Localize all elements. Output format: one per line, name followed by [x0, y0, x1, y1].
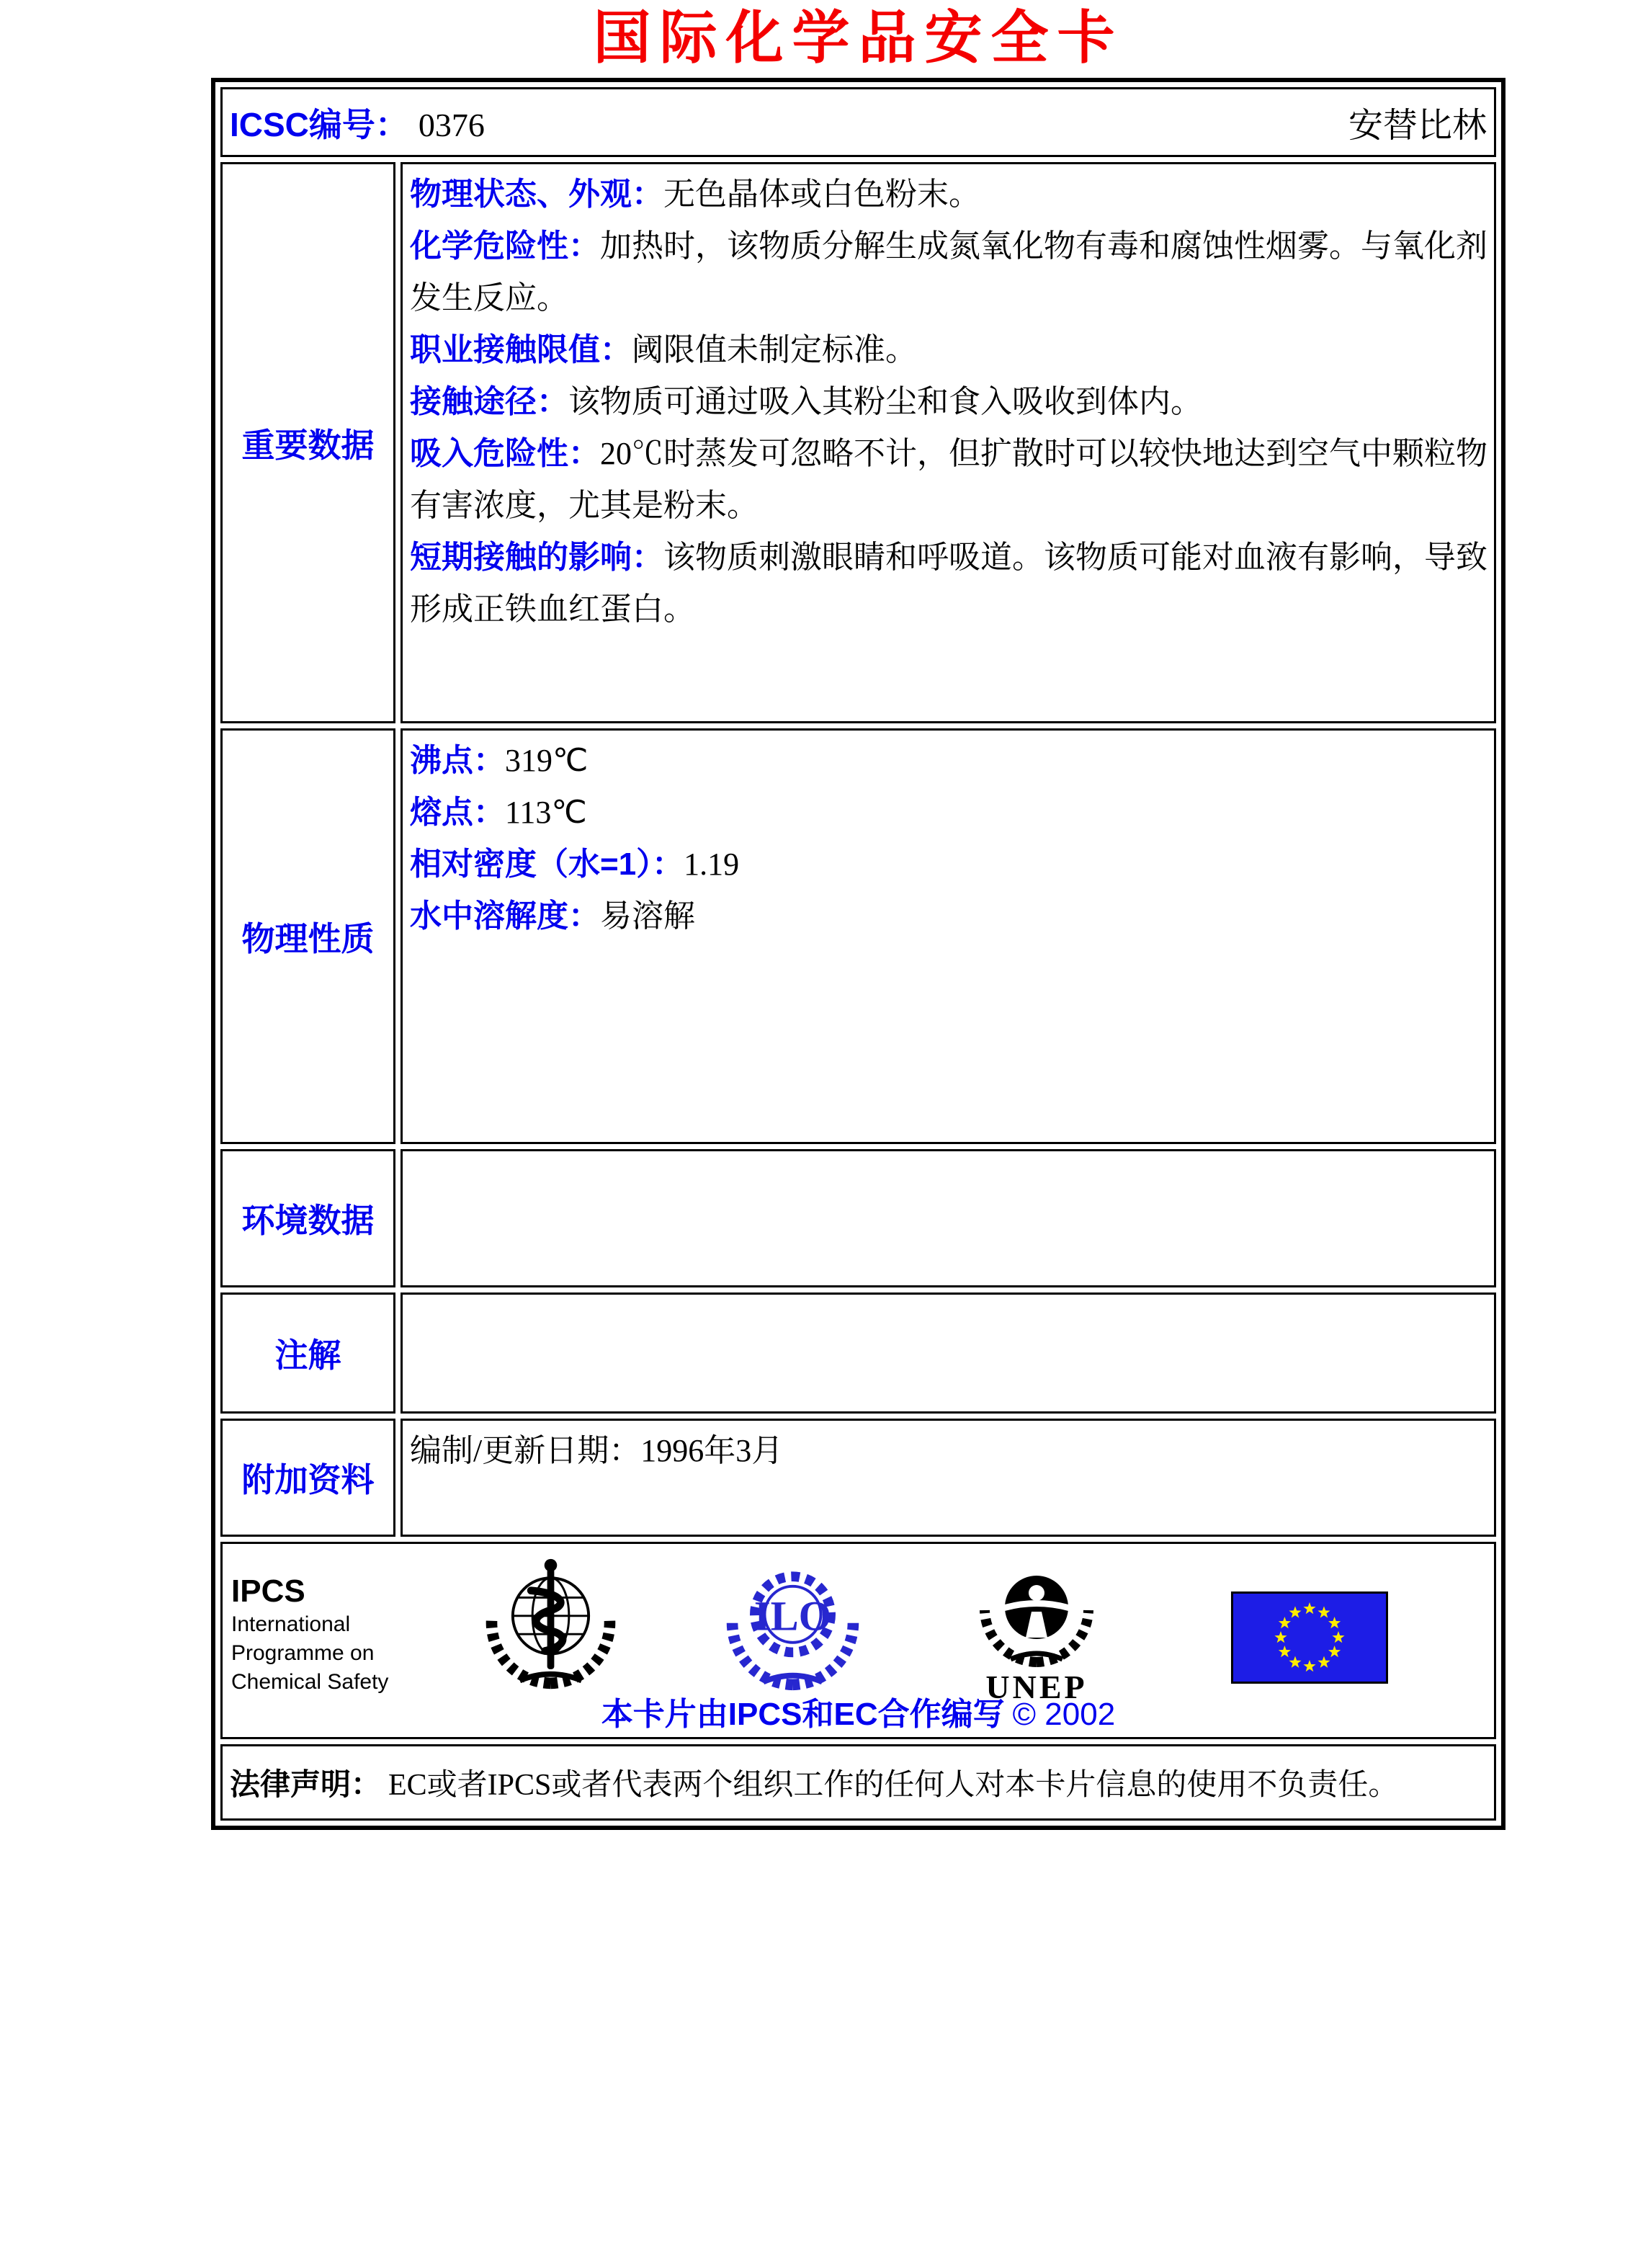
ipcs-line-2: Programme on — [231, 1641, 375, 1665]
entry-text: 该物质可通过吸入其粉尘和食入吸收到体内。 — [568, 384, 1202, 419]
copyright-text: 本卡片由IPCS和EC合作编写 — [601, 1697, 1005, 1732]
who-logo-icon — [480, 1554, 621, 1695]
copyright-line — [223, 1688, 1494, 1734]
additional-information-label: 附加资料 — [241, 1461, 375, 1499]
unep-logo-icon — [965, 1553, 1109, 1671]
entry-label: 职业接触限值： — [410, 332, 632, 367]
icsc-number-value: 0376 — [418, 106, 485, 143]
environmental-data-label: 环境数据 — [241, 1202, 375, 1239]
entry-label: 编制/更新日期： — [410, 1433, 641, 1468]
ilo-logo-text: ILO — [753, 1592, 832, 1640]
entry-label: 水中溶解度： — [410, 898, 600, 934]
section-label-physical-properties — [220, 728, 395, 1144]
section-content-environmental-data — [401, 1149, 1496, 1287]
entry-occupational-limit — [410, 324, 1490, 376]
section-content-physical-properties — [401, 728, 1496, 1144]
entry-text: 319℃ — [505, 743, 589, 778]
entry-text: 1.19 — [684, 847, 740, 882]
entry-label: 相对密度（水=1）： — [410, 847, 684, 882]
entry-label: 吸入危险性： — [410, 436, 600, 471]
entry-text: 无色晶体或白色粉末。 — [663, 177, 980, 212]
entry-update-date — [410, 1425, 1490, 1477]
section-content-important-data — [401, 162, 1496, 723]
entry-chemical-danger — [410, 220, 1490, 324]
unep-logo-text: UNEP — [985, 1669, 1088, 1705]
entry-label: 物理状态、外观： — [410, 177, 663, 212]
icsc-number-group — [230, 99, 485, 146]
entry-short-term-effects — [410, 532, 1490, 635]
entry-relative-density — [410, 839, 1490, 890]
entry-label: 沸点： — [410, 743, 505, 778]
ilo-logo-icon — [722, 1550, 863, 1697]
entry-label: 接触途径： — [410, 384, 568, 419]
entry-label: 熔点： — [410, 795, 505, 830]
copyright-year: © 2002 — [1012, 1697, 1116, 1732]
entry-text: 1996年3月 — [640, 1433, 784, 1468]
notes-label: 注解 — [274, 1336, 341, 1374]
entry-text: 易溶解 — [600, 898, 695, 934]
entry-text: 113℃ — [505, 795, 587, 830]
entry-exposure-route — [410, 376, 1490, 428]
section-label-notes — [220, 1293, 395, 1414]
unep-logo-block — [963, 1553, 1110, 1705]
entry-melting-point — [410, 787, 1490, 839]
chemical-name: 安替比林 — [1348, 107, 1487, 145]
section-label-important-data — [220, 162, 395, 723]
entry-label: 化学危险性： — [410, 228, 600, 264]
header-row — [220, 87, 1496, 157]
section-content-notes — [401, 1293, 1496, 1414]
entry-text: 该物质刺激眼睛和呼吸道。该物质可能对血液有影响，导致形成正铁血红蛋白。 — [410, 540, 1487, 627]
section-label-environmental-data — [220, 1149, 395, 1287]
entry-label: 短期接触的影响： — [410, 540, 663, 575]
eu-flag-icon — [1231, 1591, 1388, 1684]
entry-text: 阈限值未制定标准。 — [632, 332, 917, 367]
ipcs-line-1: International — [231, 1612, 351, 1636]
entry-boiling-point — [410, 735, 1490, 787]
page-title: 国际化学品安全卡 — [593, 4, 1124, 71]
logos-row — [220, 1542, 1496, 1739]
safety-card-table — [211, 78, 1505, 1830]
ipcs-acronym: IPCS — [231, 1573, 305, 1609]
entry-text: 加热时，该物质分解生成氮氧化物有毒和腐蚀性烟雾。与氧化剂发生反应。 — [410, 228, 1487, 316]
entry-text: 20℃时蒸发可忽略不计，但扩散时可以较快地达到空气中颗粒物有害浓度，尤其是粉末。 — [410, 436, 1487, 523]
ipcs-text-block — [231, 1573, 388, 1697]
section-label-additional-information — [220, 1419, 395, 1537]
icsc-number-label: ICSC编号： — [230, 105, 408, 143]
entry-water-solubility — [410, 890, 1490, 942]
entry-physical-state — [410, 169, 1490, 220]
legal-label: 法律声明： — [230, 1767, 382, 1801]
physical-properties-label: 物理性质 — [241, 919, 375, 957]
legal-row — [220, 1744, 1496, 1821]
legal-text: EC或者IPCS或者代表两个组织工作的任何人对本卡片信息的使用不负责任。 — [388, 1769, 1399, 1802]
entry-inhalation-risk — [410, 428, 1490, 532]
important-data-label: 重要数据 — [241, 426, 375, 464]
section-content-additional-information — [401, 1419, 1496, 1537]
ipcs-line-3: Chemical Safety — [231, 1670, 389, 1694]
